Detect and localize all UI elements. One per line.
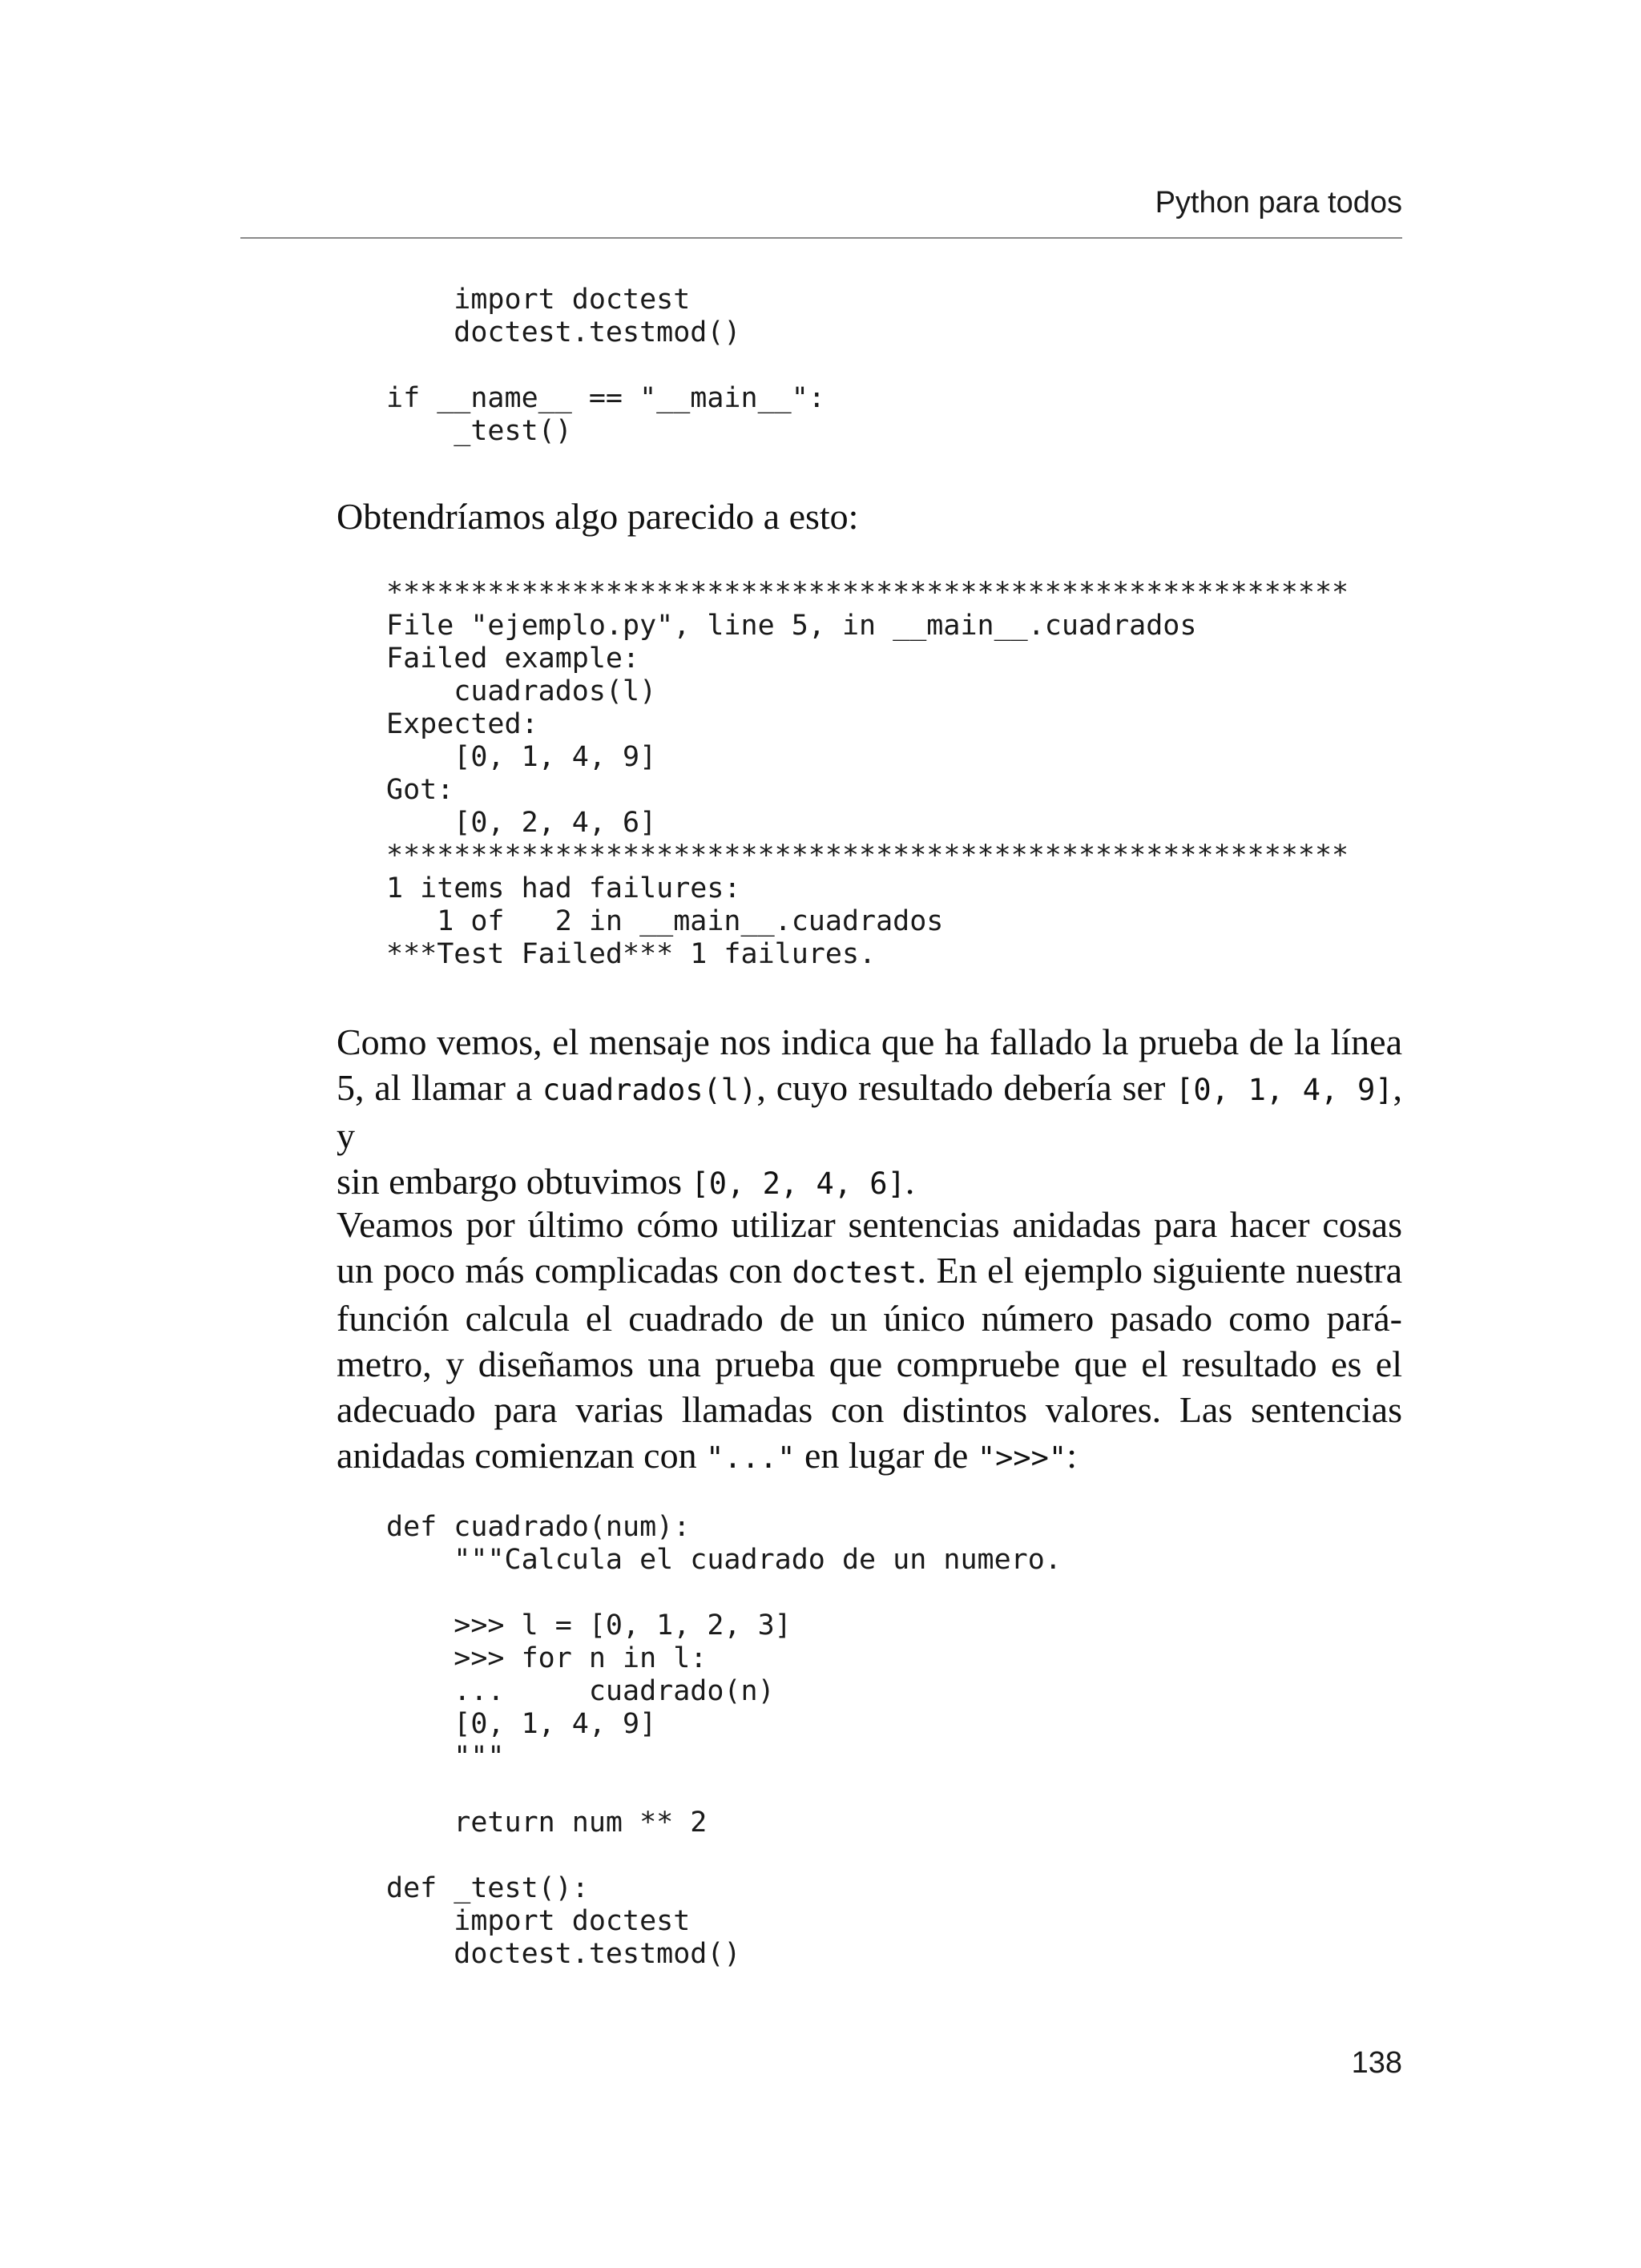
paragraph-line bbox=[337, 1158, 1402, 1207]
inline-code: "..." bbox=[706, 1440, 796, 1475]
code-block-cuadrado-example: def cuadrado(num): """Calcula el cuadrado de un numero. >>> l = [0, 1, 2, 3] >>> for n in l: ... cuadrado(n) [0, 1, 4, 9] """ return num ** 2 def _test(): import doctest doctest.testmod() bbox=[386, 1511, 1062, 1970]
header-rule bbox=[240, 237, 1402, 239]
text-run: , y bbox=[337, 1067, 1403, 1156]
code-block-test-runner: import doctest doctest.testmod() if __name__ == "__main__": _test() bbox=[386, 284, 825, 447]
paragraph-explanation bbox=[337, 1019, 1402, 1207]
inline-code: cuadrados(l) bbox=[542, 1073, 757, 1107]
text-run: . bbox=[905, 1161, 915, 1202]
text-run: : bbox=[1066, 1435, 1077, 1476]
paragraph-line: Obtendríamos algo parecido a esto: bbox=[337, 496, 859, 537]
paragraph-line: metro, y diseñamos una prueba que compruebe que el resultado es el bbox=[337, 1343, 1402, 1384]
paragraph-line bbox=[337, 1065, 1402, 1158]
inline-code: [0, 2, 4, 6] bbox=[691, 1166, 905, 1201]
text-run: , cuyo resultado debería ser bbox=[756, 1067, 1176, 1108]
paragraph-line bbox=[337, 1432, 1402, 1480]
paragraph-line: Como vemos, el mensaje nos indica que ha fallado la prueba de la línea bbox=[337, 1021, 1402, 1062]
inline-code: ">>>" bbox=[977, 1440, 1067, 1475]
text-run: sin embargo obtuvimos bbox=[337, 1161, 691, 1202]
paragraph-line: Veamos por último cómo utilizar sentencias anidadas para hacer cosas bbox=[337, 1204, 1402, 1245]
paragraph-nested-statements bbox=[337, 1202, 1402, 1480]
page-number: 138 bbox=[1351, 2046, 1402, 2080]
text-run: en lugar de bbox=[795, 1435, 978, 1476]
paragraph-line: adecuado para varias llamadas con distintos valores. Las sentencias bbox=[337, 1389, 1402, 1430]
running-header: Python para todos bbox=[1155, 186, 1402, 220]
paragraph-line: función calcula el cuadrado de un único número pasado como pará- bbox=[337, 1298, 1402, 1339]
text-run: 5, al llamar a bbox=[337, 1067, 543, 1108]
inline-code: doctest bbox=[792, 1255, 917, 1290]
code-block-doctest-output: ********************************************************* File "ejemplo.py", line 5, in __main__.cuadrados Failed example: cuadrados(l) Expected: [0, 1, 4, 9] Got: [0, 2, 4, 6] ********************************************************* 1 items had failures: 1 of 2 in __main__.cuadrados ***Test Failed*** 1 failures. bbox=[386, 577, 1349, 970]
text-run: un poco más complicadas con bbox=[337, 1250, 792, 1291]
paragraph-intro-output bbox=[337, 493, 1402, 539]
inline-code: [0, 1, 4, 9] bbox=[1175, 1073, 1393, 1107]
text-run: anidadas comienzan con bbox=[337, 1435, 707, 1476]
text-run: . En el ejemplo siguiente nuestra bbox=[917, 1250, 1402, 1291]
paragraph-line bbox=[337, 1247, 1402, 1295]
